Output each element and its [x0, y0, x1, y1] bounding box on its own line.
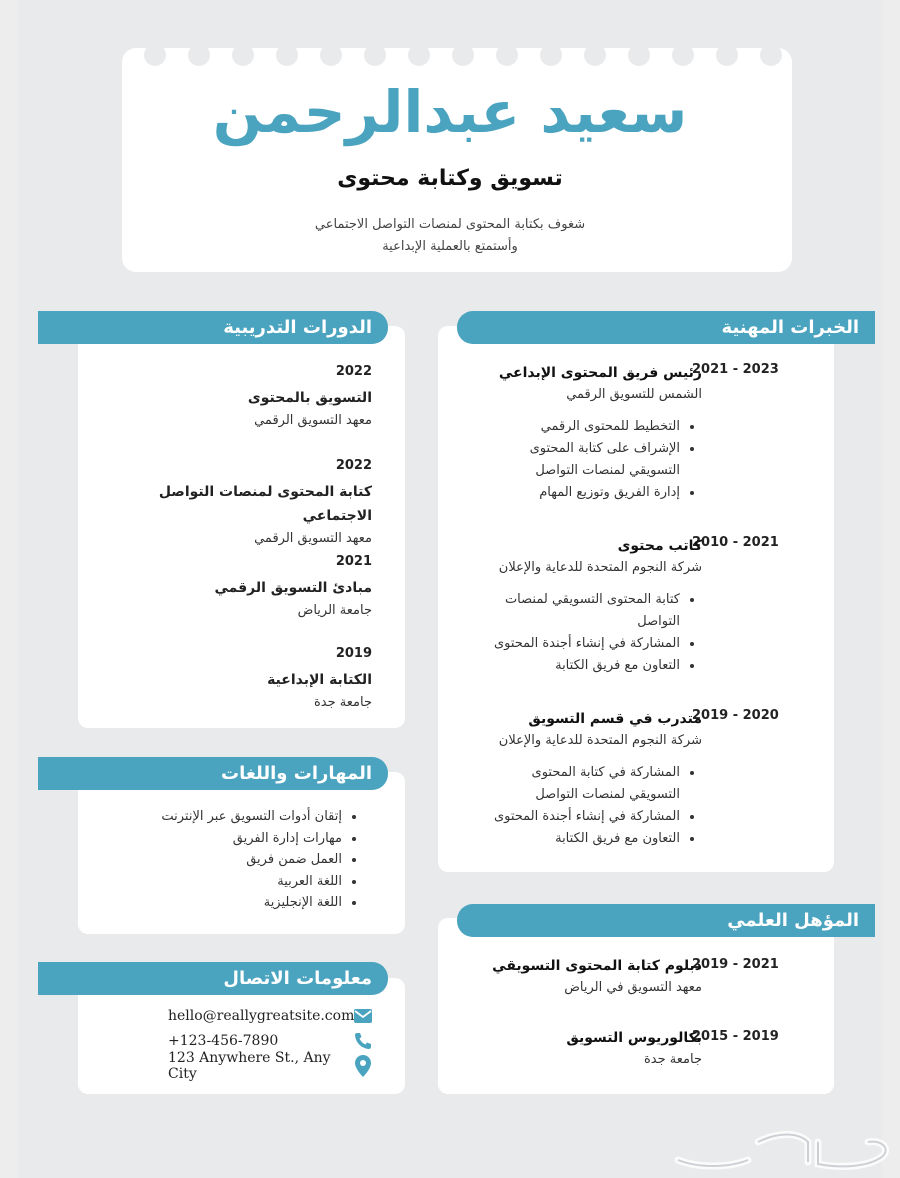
degree-title: دبلوم كتابة المحتوى التسويقي	[492, 958, 702, 974]
list-item: • كتابة المحتوى التسويقي لمنصات التواصل	[480, 589, 680, 633]
education-heading: المؤهل العلمي	[457, 904, 875, 937]
course-entry	[92, 644, 372, 714]
mail-icon	[354, 1007, 372, 1025]
education-years: 2019 - 2021	[692, 957, 779, 972]
experience-entry	[402, 535, 702, 677]
organization: الشمس للتسويق الرقمي	[566, 387, 702, 402]
experience-entry	[402, 362, 702, 504]
hole-decoration	[188, 44, 210, 66]
tagline	[300, 214, 600, 258]
haraj-watermark-logo	[668, 1120, 898, 1178]
list-item: • إدارة الفريق وتوزيع المهام	[480, 482, 680, 504]
hole-decoration	[496, 44, 518, 66]
hole-decoration	[320, 44, 342, 66]
experience-years: 2019 - 2020	[692, 708, 779, 723]
experience-heading: الخبرات المهنية	[457, 311, 875, 344]
course-institute: جامعة الرياض	[297, 603, 372, 618]
hole-decoration	[276, 44, 298, 66]
course-entry	[92, 456, 372, 550]
job-title: تسويق وكتابة محتوى	[337, 166, 563, 191]
experience-years: 2010 - 2021	[692, 535, 779, 550]
experience-years: 2021 - 2023	[692, 362, 779, 377]
course-entry	[92, 552, 372, 622]
hole-decoration	[584, 44, 606, 66]
phone-text[interactable]: +123-456-7890	[168, 1033, 279, 1049]
tagline-line: شغوف بكتابة المحتوى لمنصات التواصل الاجتماعي	[314, 217, 586, 232]
address-text: 123 Anywhere St., Any City	[168, 1050, 331, 1082]
skills-list	[161, 806, 360, 914]
list-item: • المشاركة في إنشاء أجندة المحتوى	[480, 806, 680, 828]
course-name: مبادئ التسويق الرقمي	[214, 580, 372, 596]
course-institute: جامعة جدة	[313, 695, 372, 710]
course-year: 2022	[335, 364, 372, 379]
course-name: التسويق بالمحتوى	[247, 390, 372, 406]
phone-icon	[354, 1032, 372, 1050]
education-years: 2015 - 2019	[692, 1029, 779, 1044]
list-item: • اللغة الإنجليزية	[161, 892, 342, 914]
institute: معهد التسويق في الرياض	[564, 980, 702, 995]
hole-decoration	[628, 44, 650, 66]
hole-decoration	[672, 44, 694, 66]
location-pin-icon	[355, 1057, 372, 1075]
role-title: كاتب محتوى	[617, 538, 702, 554]
email-text[interactable]: hello@reallygreatsite.com	[168, 1008, 355, 1024]
courses-heading: الدورات التدريبية	[38, 311, 388, 344]
course-year: 2021	[335, 554, 372, 569]
hole-decoration	[540, 44, 562, 66]
responsibilities-list	[402, 762, 702, 850]
hole-decoration	[144, 44, 166, 66]
degree-title: بكالوريوس التسويق	[566, 1030, 702, 1046]
education-entry	[402, 1027, 702, 1071]
organization: شركة النجوم المتحدة للدعاية والإعلان	[498, 560, 702, 575]
course-institute: معهد التسويق الرقمي	[254, 531, 372, 546]
hole-decoration	[364, 44, 386, 66]
list-item: • المشاركة في إنشاء أجندة المحتوى	[480, 633, 680, 655]
list-item: • اللغة العربية	[161, 871, 342, 893]
skills-heading: المهارات واللغات	[38, 757, 388, 790]
course-year: 2022	[335, 458, 372, 473]
list-item: • التعاون مع فريق الكتابة	[480, 655, 680, 677]
contact-heading: معلومات الاتصال	[38, 962, 388, 995]
hole-decoration	[232, 44, 254, 66]
hole-decoration	[760, 44, 782, 66]
contact-address-row	[168, 1050, 372, 1082]
role-title: متدرب في قسم التسويق	[528, 711, 702, 727]
list-item: • الإشراف على كتابة المحتوى التسويقي لمنصات التواصل	[480, 438, 680, 482]
person-name: سعيد عبدالرحمن	[212, 78, 688, 146]
course-name: كتابة المحتوى لمنصات التواصل الاجتماعي	[158, 484, 372, 524]
course-institute: معهد التسويق الرقمي	[254, 413, 372, 428]
tagline-line: وأستمتع بالعملية الإبداعية	[382, 239, 518, 254]
contact-email-row	[168, 1004, 372, 1028]
hole-decoration	[716, 44, 738, 66]
course-year: 2019	[335, 646, 372, 661]
organization: شركة النجوم المتحدة للدعاية والإعلان	[498, 733, 702, 748]
experience-entry	[402, 708, 702, 850]
course-entry	[92, 362, 372, 432]
education-entry	[402, 955, 702, 999]
responsibilities-list	[402, 589, 702, 677]
role-title: رئيس فريق المحتوى الإبداعي	[498, 365, 702, 381]
hole-decoration	[452, 44, 474, 66]
responsibilities-list	[402, 416, 702, 504]
course-name: الكتابة الإبداعية	[267, 672, 372, 688]
list-item: • التعاون مع فريق الكتابة	[480, 828, 680, 850]
list-item: • المشاركة في كتابة المحتوى التسويقي لمنصات التواصل	[480, 762, 680, 806]
list-item: • مهارات إدارة الفريق	[161, 828, 342, 850]
institute: جامعة جدة	[643, 1052, 702, 1067]
hole-decoration	[408, 44, 430, 66]
list-item: • العمل ضمن فريق	[161, 849, 342, 871]
list-item: • التخطيط للمحتوى الرقمي	[480, 416, 680, 438]
skills-list-container	[161, 806, 360, 914]
list-item: • إتقان أدوات التسويق عبر الإنترنت	[161, 806, 342, 828]
